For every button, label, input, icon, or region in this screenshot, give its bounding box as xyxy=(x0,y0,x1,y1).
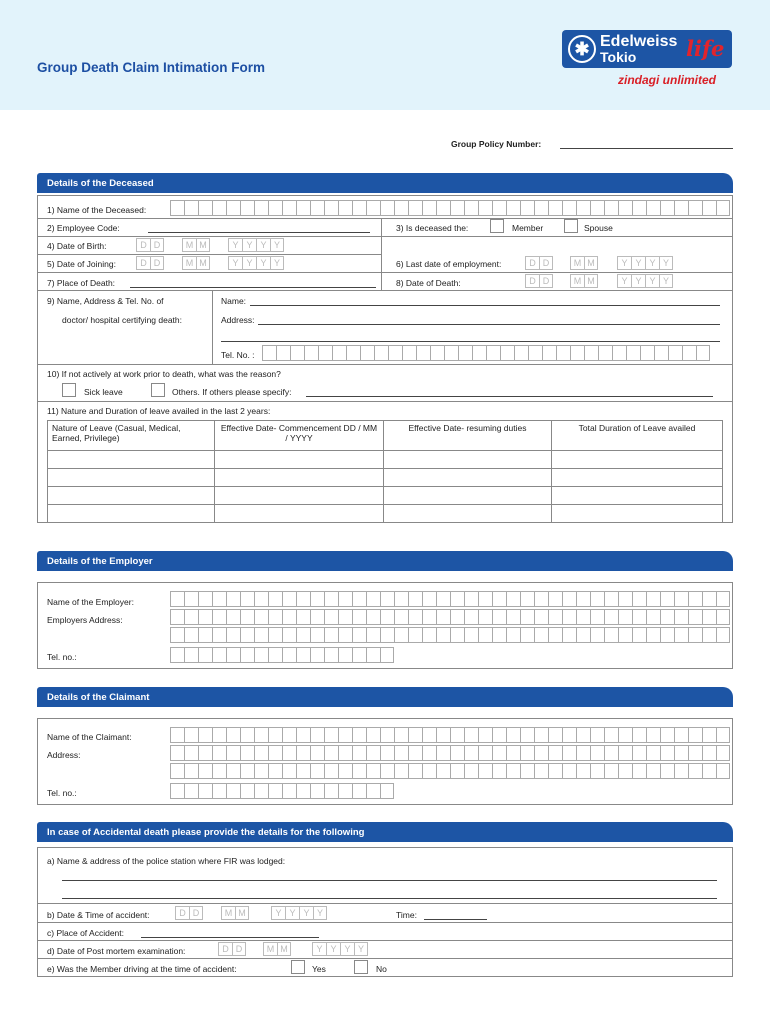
divider xyxy=(212,290,213,364)
doctor-name-label: Name: xyxy=(221,296,247,306)
employee-code-field[interactable] xyxy=(148,232,370,233)
divider xyxy=(37,236,733,237)
brand-name-line1: Edelweiss xyxy=(600,33,678,50)
table-row[interactable] xyxy=(48,451,723,469)
table-row[interactable] xyxy=(48,487,723,505)
place-of-death-field[interactable] xyxy=(130,287,376,288)
leave-table-header: Effective Date- Commencement DD / MM / YYYY xyxy=(215,421,384,451)
claimant-name-label: Name of the Claimant: xyxy=(47,732,132,742)
divider xyxy=(381,218,382,290)
q6-label: 6) Last date of employment: xyxy=(396,259,502,269)
claimant-name-input[interactable] xyxy=(170,727,730,743)
brand-tagline: zindagi unlimited xyxy=(618,73,716,87)
employer-tel-label: Tel. no.: xyxy=(47,652,77,662)
divider xyxy=(37,401,733,402)
q2-label: 2) Employee Code: xyxy=(47,223,120,233)
divider xyxy=(37,290,733,291)
divider xyxy=(37,364,733,365)
brand-name-line2: Tokio xyxy=(600,49,637,65)
table-row[interactable] xyxy=(48,505,723,523)
postmortem-month[interactable]: M M xyxy=(263,942,291,956)
doj-month[interactable]: M M xyxy=(182,256,210,270)
employer-address-input-2[interactable] xyxy=(170,627,730,643)
employer-tel-input[interactable] xyxy=(170,647,394,663)
divider xyxy=(37,903,733,904)
dob-year[interactable]: Y Y Y Y xyxy=(228,238,284,252)
qc-label: c) Place of Accident: xyxy=(47,928,125,938)
q3-label: 3) Is deceased the: xyxy=(396,223,469,233)
qa-label: a) Name & address of the police station where FIR was lodged: xyxy=(47,856,286,866)
death-month[interactable]: M M xyxy=(570,274,598,288)
q7-label: 7) Place of Death: xyxy=(47,278,116,288)
doj-year[interactable]: Y Y Y Y xyxy=(228,256,284,270)
last-employment-day[interactable]: D D xyxy=(525,256,553,270)
accident-place-field[interactable] xyxy=(141,937,319,938)
snowflake-logo-icon: ✱ xyxy=(568,35,596,63)
claimant-tel-label: Tel. no.: xyxy=(47,788,77,798)
last-employment-year[interactable]: Y Y Y Y xyxy=(617,256,673,270)
police-station-field-2[interactable] xyxy=(62,898,717,899)
employer-name-label: Name of the Employer: xyxy=(47,597,134,607)
others-label: Others. If others please specify: xyxy=(172,387,292,397)
accident-time-label: Time: xyxy=(396,910,417,920)
driving-yes-checkbox[interactable] xyxy=(291,960,305,974)
leave-table-header: Nature of Leave (Casual, Medical, Earned, Privilege) xyxy=(48,421,215,451)
accident-year[interactable]: Y Y Y Y xyxy=(271,906,327,920)
claimant-tel-input[interactable] xyxy=(170,783,394,799)
accident-month[interactable]: M M xyxy=(221,906,249,920)
doctor-address-field-2[interactable] xyxy=(221,341,720,342)
table-row[interactable] xyxy=(48,469,723,487)
q9-label-line2: doctor/ hospital certifying death: xyxy=(62,315,183,325)
spouse-checkbox[interactable] xyxy=(564,219,578,233)
sick-leave-checkbox[interactable] xyxy=(62,383,76,397)
divider xyxy=(37,958,733,959)
death-day[interactable]: D D xyxy=(525,274,553,288)
employer-address-input[interactable] xyxy=(170,609,730,625)
postmortem-year[interactable]: Y Y Y Y xyxy=(312,942,368,956)
q4-label: 4) Date of Birth: xyxy=(47,241,107,251)
death-year[interactable]: Y Y Y Y xyxy=(617,274,673,288)
q5-label: 5) Date of Joining: xyxy=(47,259,116,269)
doctor-address-label: Address: xyxy=(221,315,255,325)
qb-label: b) Date & Time of accident: xyxy=(47,910,150,920)
doctor-name-field[interactable] xyxy=(250,305,720,306)
policy-number-label: Group Policy Number: xyxy=(451,139,542,149)
divider xyxy=(37,922,733,923)
dob-day[interactable]: D D xyxy=(136,238,164,252)
brand-script: life xyxy=(686,36,725,61)
doj-day[interactable]: D D xyxy=(136,256,164,270)
sick-leave-label: Sick leave xyxy=(84,387,123,397)
section-claimant-title: Details of the Claimant xyxy=(37,687,733,707)
qd-label: d) Date of Post mortem examination: xyxy=(47,946,186,956)
doctor-tel-label: Tel. No. : xyxy=(221,350,255,360)
others-checkbox[interactable] xyxy=(151,383,165,397)
driving-no-label: No xyxy=(376,964,387,974)
police-station-field[interactable] xyxy=(62,880,717,881)
divider xyxy=(37,254,381,255)
q1-label: 1) Name of the Deceased: xyxy=(47,205,147,215)
deceased-name-input[interactable] xyxy=(170,200,730,216)
spouse-option-label: Spouse xyxy=(584,223,613,233)
claimant-address-input-2[interactable] xyxy=(170,763,730,779)
leave-table-header: Effective Date- resuming duties xyxy=(384,421,552,451)
policy-number-field[interactable] xyxy=(560,148,733,149)
driving-yes-label: Yes xyxy=(312,964,326,974)
q11-label: 11) Nature and Duration of leave availed in the last 2 years: xyxy=(47,406,271,416)
doctor-address-field[interactable] xyxy=(258,324,720,325)
q9-label-line1: 9) Name, Address & Tel. No. of xyxy=(47,296,164,306)
accident-day[interactable]: D D xyxy=(175,906,203,920)
page-title: Group Death Claim Intimation Form xyxy=(37,60,266,75)
employer-address-label: Employers Address: xyxy=(47,615,123,625)
q10-label: 10) If not actively at work prior to death, what was the reason? xyxy=(47,369,281,379)
employer-name-input[interactable] xyxy=(170,591,730,607)
postmortem-day[interactable]: D D xyxy=(218,942,246,956)
driving-no-checkbox[interactable] xyxy=(354,960,368,974)
last-employment-month[interactable]: M M xyxy=(570,256,598,270)
q8-label: 8) Date of Death: xyxy=(396,278,461,288)
claimant-address-input[interactable] xyxy=(170,745,730,761)
divider xyxy=(37,218,733,219)
member-checkbox[interactable] xyxy=(490,219,504,233)
section-deceased-title: Details of the Deceased xyxy=(37,173,733,193)
leave-table-header: Total Duration of Leave availed xyxy=(552,421,723,451)
dob-month[interactable]: M M xyxy=(182,238,210,252)
claimant-address-label: Address: xyxy=(47,750,81,760)
leave-table xyxy=(47,420,723,523)
doctor-tel-input[interactable] xyxy=(262,345,710,361)
divider xyxy=(37,272,733,273)
section-employer-title: Details of the Employer xyxy=(37,551,733,571)
qe-label: e) Was the Member driving at the time of accident: xyxy=(47,964,237,974)
others-specify-field[interactable] xyxy=(306,396,713,397)
divider xyxy=(37,940,733,941)
section-accident-title: In case of Accidental death please provide the details for the following xyxy=(37,822,733,842)
member-option-label: Member xyxy=(512,223,544,233)
accident-time-field[interactable] xyxy=(424,919,487,920)
